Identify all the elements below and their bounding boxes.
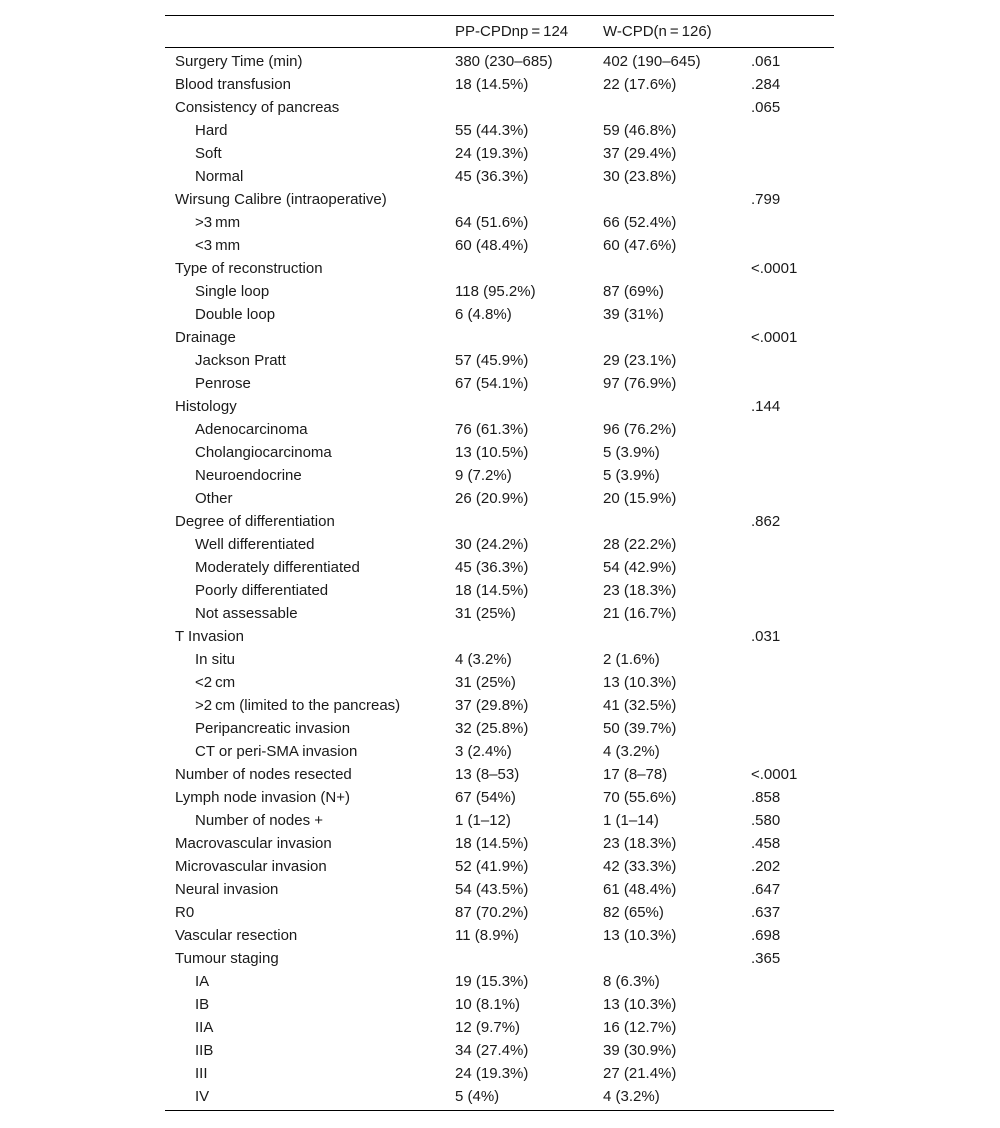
p-value — [741, 280, 834, 303]
w-cpd-value — [593, 326, 741, 349]
table-row — [165, 73, 834, 96]
table-row — [165, 832, 834, 855]
pp-cpd-value: 18 (14.5%) — [455, 582, 529, 599]
pp-cpd-value: 64 (51.6%) — [455, 214, 529, 231]
pp-cpd-value: 67 (54.1%) — [455, 375, 529, 392]
p-value — [741, 487, 834, 510]
p-value — [741, 579, 834, 602]
p-value: <.0001 — [751, 329, 798, 346]
p-value: <.0001 — [751, 766, 798, 783]
results-table-container — [165, 15, 834, 1111]
w-cpd-value: 27 (21.4%) — [603, 1065, 677, 1082]
table-row — [165, 211, 834, 234]
w-cpd-value: 13 (10.3%) — [603, 927, 677, 944]
p-value — [741, 970, 834, 993]
table-row — [165, 648, 834, 671]
header-pp-cpd: PP-CPDnp = 124 — [455, 23, 569, 40]
header-p-value — [741, 16, 834, 48]
w-cpd-value: 30 (23.8%) — [603, 168, 677, 185]
pp-cpd-value: 13 (8–53) — [455, 766, 520, 783]
p-value — [741, 142, 834, 165]
pp-cpd-value: 18 (14.5%) — [455, 76, 529, 93]
p-value — [741, 1039, 834, 1062]
pp-cpd-value: 37 (29.8%) — [455, 697, 529, 714]
table-row — [165, 234, 834, 257]
p-value: .580 — [751, 812, 781, 829]
w-cpd-value: 70 (55.6%) — [603, 789, 677, 806]
pp-cpd-value — [445, 326, 593, 349]
table-row — [165, 901, 834, 924]
pp-cpd-value: 1 (1–12) — [455, 812, 511, 829]
p-value: .365 — [751, 950, 781, 967]
row-label: Number of nodes resected — [175, 766, 352, 783]
w-cpd-value: 16 (12.7%) — [603, 1019, 677, 1036]
p-value — [741, 993, 834, 1016]
w-cpd-value — [593, 395, 741, 418]
w-cpd-value: 59 (46.8%) — [603, 122, 677, 139]
row-label: Cholangiocarcinoma — [195, 444, 332, 461]
pp-cpd-value — [445, 188, 593, 211]
table-row — [165, 625, 834, 648]
row-label: IV — [195, 1088, 210, 1105]
header-row — [165, 16, 834, 48]
table-row — [165, 717, 834, 740]
pp-cpd-value — [445, 510, 593, 533]
table-row — [165, 602, 834, 625]
p-value — [741, 717, 834, 740]
p-value — [741, 671, 834, 694]
table-row — [165, 510, 834, 533]
pp-cpd-value: 5 (4%) — [455, 1088, 500, 1105]
w-cpd-value: 50 (39.7%) — [603, 720, 677, 737]
p-value: .284 — [751, 76, 781, 93]
row-label: Tumour staging — [175, 950, 279, 967]
table-row — [165, 763, 834, 786]
pp-cpd-value: 52 (41.9%) — [455, 858, 529, 875]
w-cpd-value: 87 (69%) — [603, 283, 664, 300]
p-value: <.0001 — [751, 260, 798, 277]
table-row — [165, 1062, 834, 1085]
table-row — [165, 809, 834, 832]
row-label: Blood transfusion — [175, 76, 291, 93]
w-cpd-value: 1 (1–14) — [603, 812, 659, 829]
w-cpd-value: 13 (10.3%) — [603, 674, 677, 691]
w-cpd-value: 5 (3.9%) — [603, 467, 660, 484]
row-label: Poorly differentiated — [195, 582, 329, 599]
p-value — [741, 464, 834, 487]
table-row — [165, 464, 834, 487]
table-row — [165, 786, 834, 809]
row-label: Other — [195, 490, 233, 507]
pp-cpd-value: 57 (45.9%) — [455, 352, 529, 369]
w-cpd-value: 29 (23.1%) — [603, 352, 677, 369]
p-value: .031 — [751, 628, 781, 645]
table-row — [165, 1085, 834, 1111]
pp-cpd-value: 3 (2.4%) — [455, 743, 512, 760]
row-label: III — [195, 1065, 208, 1082]
table-row — [165, 280, 834, 303]
row-label: Wirsung Calibre (intraoperative) — [175, 191, 387, 208]
pp-cpd-value: 45 (36.3%) — [455, 559, 529, 576]
w-cpd-value: 54 (42.9%) — [603, 559, 677, 576]
table-row — [165, 257, 834, 280]
p-value — [741, 349, 834, 372]
w-cpd-value — [593, 257, 741, 280]
row-label: Vascular resection — [175, 927, 298, 944]
pp-cpd-value: 67 (54%) — [455, 789, 516, 806]
pp-cpd-value: 31 (25%) — [455, 605, 516, 622]
p-value — [741, 602, 834, 625]
pp-cpd-value: 6 (4.8%) — [455, 306, 512, 323]
table-row — [165, 1016, 834, 1039]
row-label: Type of reconstruction — [175, 260, 323, 277]
pp-cpd-value: 380 (230–685) — [455, 53, 553, 70]
w-cpd-value: 23 (18.3%) — [603, 582, 677, 599]
pp-cpd-value — [445, 96, 593, 119]
pp-cpd-value: 60 (48.4%) — [455, 237, 529, 254]
row-label: Not assessable — [195, 605, 298, 622]
table-row — [165, 855, 834, 878]
row-label: Peripancreatic invasion — [195, 720, 351, 737]
row-label: Double loop — [195, 306, 276, 323]
pp-cpd-value: 24 (19.3%) — [455, 1065, 529, 1082]
row-label: Microvascular invasion — [175, 858, 327, 875]
w-cpd-value: 28 (22.2%) — [603, 536, 677, 553]
table-row — [165, 1039, 834, 1062]
table-row — [165, 694, 834, 717]
row-label: Hard — [195, 122, 228, 139]
w-cpd-value — [593, 96, 741, 119]
pp-cpd-value — [445, 257, 593, 280]
table-row — [165, 993, 834, 1016]
pp-cpd-value — [445, 395, 593, 418]
w-cpd-value: 42 (33.3%) — [603, 858, 677, 875]
header-variable — [165, 16, 445, 48]
table-row — [165, 165, 834, 188]
w-cpd-value: 4 (3.2%) — [603, 1088, 660, 1105]
w-cpd-value: 13 (10.3%) — [603, 996, 677, 1013]
pp-cpd-value: 87 (70.2%) — [455, 904, 529, 921]
p-value — [741, 234, 834, 257]
w-cpd-value: 5 (3.9%) — [603, 444, 660, 461]
table-row — [165, 487, 834, 510]
pp-cpd-value: 9 (7.2%) — [455, 467, 512, 484]
header-w-cpd: W-CPD(n = 126) — [603, 23, 712, 40]
w-cpd-value: 21 (16.7%) — [603, 605, 677, 622]
table-body — [165, 48, 834, 1111]
row-label: Single loop — [195, 283, 270, 300]
row-label: Lymph node invasion (N+) — [175, 789, 350, 806]
table-row — [165, 142, 834, 165]
pp-cpd-value: 19 (15.3%) — [455, 973, 529, 990]
row-label: IB — [195, 996, 210, 1013]
pp-cpd-value: 4 (3.2%) — [455, 651, 512, 668]
p-value: .202 — [751, 858, 781, 875]
p-value: .065 — [751, 99, 781, 116]
table-header — [165, 16, 834, 48]
w-cpd-value: 4 (3.2%) — [603, 743, 660, 760]
w-cpd-value: 82 (65%) — [603, 904, 664, 921]
row-label: Well differentiated — [195, 536, 315, 553]
row-label: <2 cm — [195, 674, 236, 691]
table-row — [165, 96, 834, 119]
w-cpd-value: 22 (17.6%) — [603, 76, 677, 93]
row-label: Jackson Pratt — [195, 352, 286, 369]
w-cpd-value: 97 (76.9%) — [603, 375, 677, 392]
p-value — [741, 211, 834, 234]
pp-cpd-value: 24 (19.3%) — [455, 145, 529, 162]
pp-cpd-value: 10 (8.1%) — [455, 996, 521, 1013]
row-label: Moderately differentiated — [195, 559, 360, 576]
row-label: IA — [195, 973, 210, 990]
table-row — [165, 947, 834, 970]
p-value: .698 — [751, 927, 781, 944]
pp-cpd-value: 26 (20.9%) — [455, 490, 529, 507]
row-label: Normal — [195, 168, 244, 185]
table-row — [165, 372, 834, 395]
w-cpd-value: 60 (47.6%) — [603, 237, 677, 254]
pp-cpd-value: 30 (24.2%) — [455, 536, 529, 553]
row-label: >3 mm — [195, 214, 241, 231]
row-label: Number of nodes + — [195, 812, 323, 829]
w-cpd-value — [593, 510, 741, 533]
w-cpd-value: 37 (29.4%) — [603, 145, 677, 162]
p-value — [741, 556, 834, 579]
p-value — [741, 418, 834, 441]
pp-cpd-value: 11 (8.9%) — [455, 927, 519, 944]
p-value — [741, 119, 834, 142]
p-value — [741, 648, 834, 671]
row-label: <3 mm — [195, 237, 241, 254]
row-label: Macrovascular invasion — [175, 835, 332, 852]
p-value: .458 — [751, 835, 781, 852]
table-row — [165, 740, 834, 763]
w-cpd-value: 23 (18.3%) — [603, 835, 677, 852]
row-label: Adenocarcinoma — [195, 421, 308, 438]
row-label: Penrose — [195, 375, 251, 392]
pp-cpd-value: 32 (25.8%) — [455, 720, 529, 737]
table-row — [165, 878, 834, 901]
row-label: Histology — [175, 398, 237, 415]
p-value — [741, 372, 834, 395]
table-row — [165, 441, 834, 464]
row-label: Neural invasion — [175, 881, 279, 898]
pp-cpd-value — [445, 625, 593, 648]
pp-cpd-value: 31 (25%) — [455, 674, 516, 691]
w-cpd-value — [593, 947, 741, 970]
p-value — [741, 441, 834, 464]
w-cpd-value: 402 (190–645) — [603, 53, 701, 70]
w-cpd-value: 39 (31%) — [603, 306, 664, 323]
row-label: Surgery Time (min) — [175, 53, 303, 70]
table-row — [165, 418, 834, 441]
row-label: In situ — [195, 651, 236, 668]
pp-cpd-value: 45 (36.3%) — [455, 168, 529, 185]
p-value: .858 — [751, 789, 781, 806]
row-label: IIB — [195, 1042, 214, 1059]
p-value: .862 — [751, 513, 781, 530]
table-row — [165, 119, 834, 142]
w-cpd-value — [593, 188, 741, 211]
row-label: R0 — [175, 904, 195, 921]
p-value: .637 — [751, 904, 781, 921]
table-row — [165, 671, 834, 694]
pp-cpd-value — [445, 947, 593, 970]
row-label: CT or peri-SMA invasion — [195, 743, 358, 760]
w-cpd-value: 20 (15.9%) — [603, 490, 677, 507]
table-row — [165, 556, 834, 579]
w-cpd-value: 41 (32.5%) — [603, 697, 677, 714]
table-row — [165, 303, 834, 326]
p-value — [741, 740, 834, 763]
table-row — [165, 326, 834, 349]
w-cpd-value: 8 (6.3%) — [603, 973, 660, 990]
pp-cpd-value: 76 (61.3%) — [455, 421, 529, 438]
row-label: Drainage — [175, 329, 236, 346]
w-cpd-value: 96 (76.2%) — [603, 421, 677, 438]
p-value — [741, 303, 834, 326]
table-row — [165, 395, 834, 418]
w-cpd-value: 17 (8–78) — [603, 766, 668, 783]
pp-cpd-value: 18 (14.5%) — [455, 835, 529, 852]
row-label: Degree of differentiation — [175, 513, 335, 530]
pp-cpd-value: 54 (43.5%) — [455, 881, 529, 898]
row-label: Neuroendocrine — [195, 467, 302, 484]
w-cpd-value: 66 (52.4%) — [603, 214, 677, 231]
p-value — [741, 1016, 834, 1039]
row-label: T Invasion — [175, 628, 244, 645]
p-value: .061 — [751, 53, 781, 70]
p-value: .799 — [751, 191, 781, 208]
table-row — [165, 349, 834, 372]
table-row — [165, 533, 834, 556]
pp-cpd-value: 55 (44.3%) — [455, 122, 529, 139]
p-value — [741, 1062, 834, 1085]
table-row — [165, 924, 834, 947]
pp-cpd-value: 34 (27.4%) — [455, 1042, 529, 1059]
row-label: IIA — [195, 1019, 214, 1036]
p-value: .647 — [751, 881, 781, 898]
table-row — [165, 579, 834, 602]
table-row — [165, 48, 834, 74]
pp-cpd-value: 12 (9.7%) — [455, 1019, 521, 1036]
p-value: .144 — [751, 398, 781, 415]
w-cpd-value: 2 (1.6%) — [603, 651, 660, 668]
table-row — [165, 970, 834, 993]
table-row — [165, 188, 834, 211]
w-cpd-value — [593, 625, 741, 648]
w-cpd-value: 61 (48.4%) — [603, 881, 677, 898]
p-value — [741, 1085, 834, 1111]
p-value — [741, 165, 834, 188]
pp-cpd-value: 13 (10.5%) — [455, 444, 529, 461]
pp-cpd-value: 118 (95.2%) — [455, 283, 536, 300]
p-value — [741, 533, 834, 556]
row-label: >2 cm (limited to the pancreas) — [195, 697, 401, 714]
p-value — [741, 694, 834, 717]
row-label: Soft — [195, 145, 222, 162]
row-label: Consistency of pancreas — [175, 99, 340, 116]
results-table — [165, 15, 834, 1111]
w-cpd-value: 39 (30.9%) — [603, 1042, 677, 1059]
